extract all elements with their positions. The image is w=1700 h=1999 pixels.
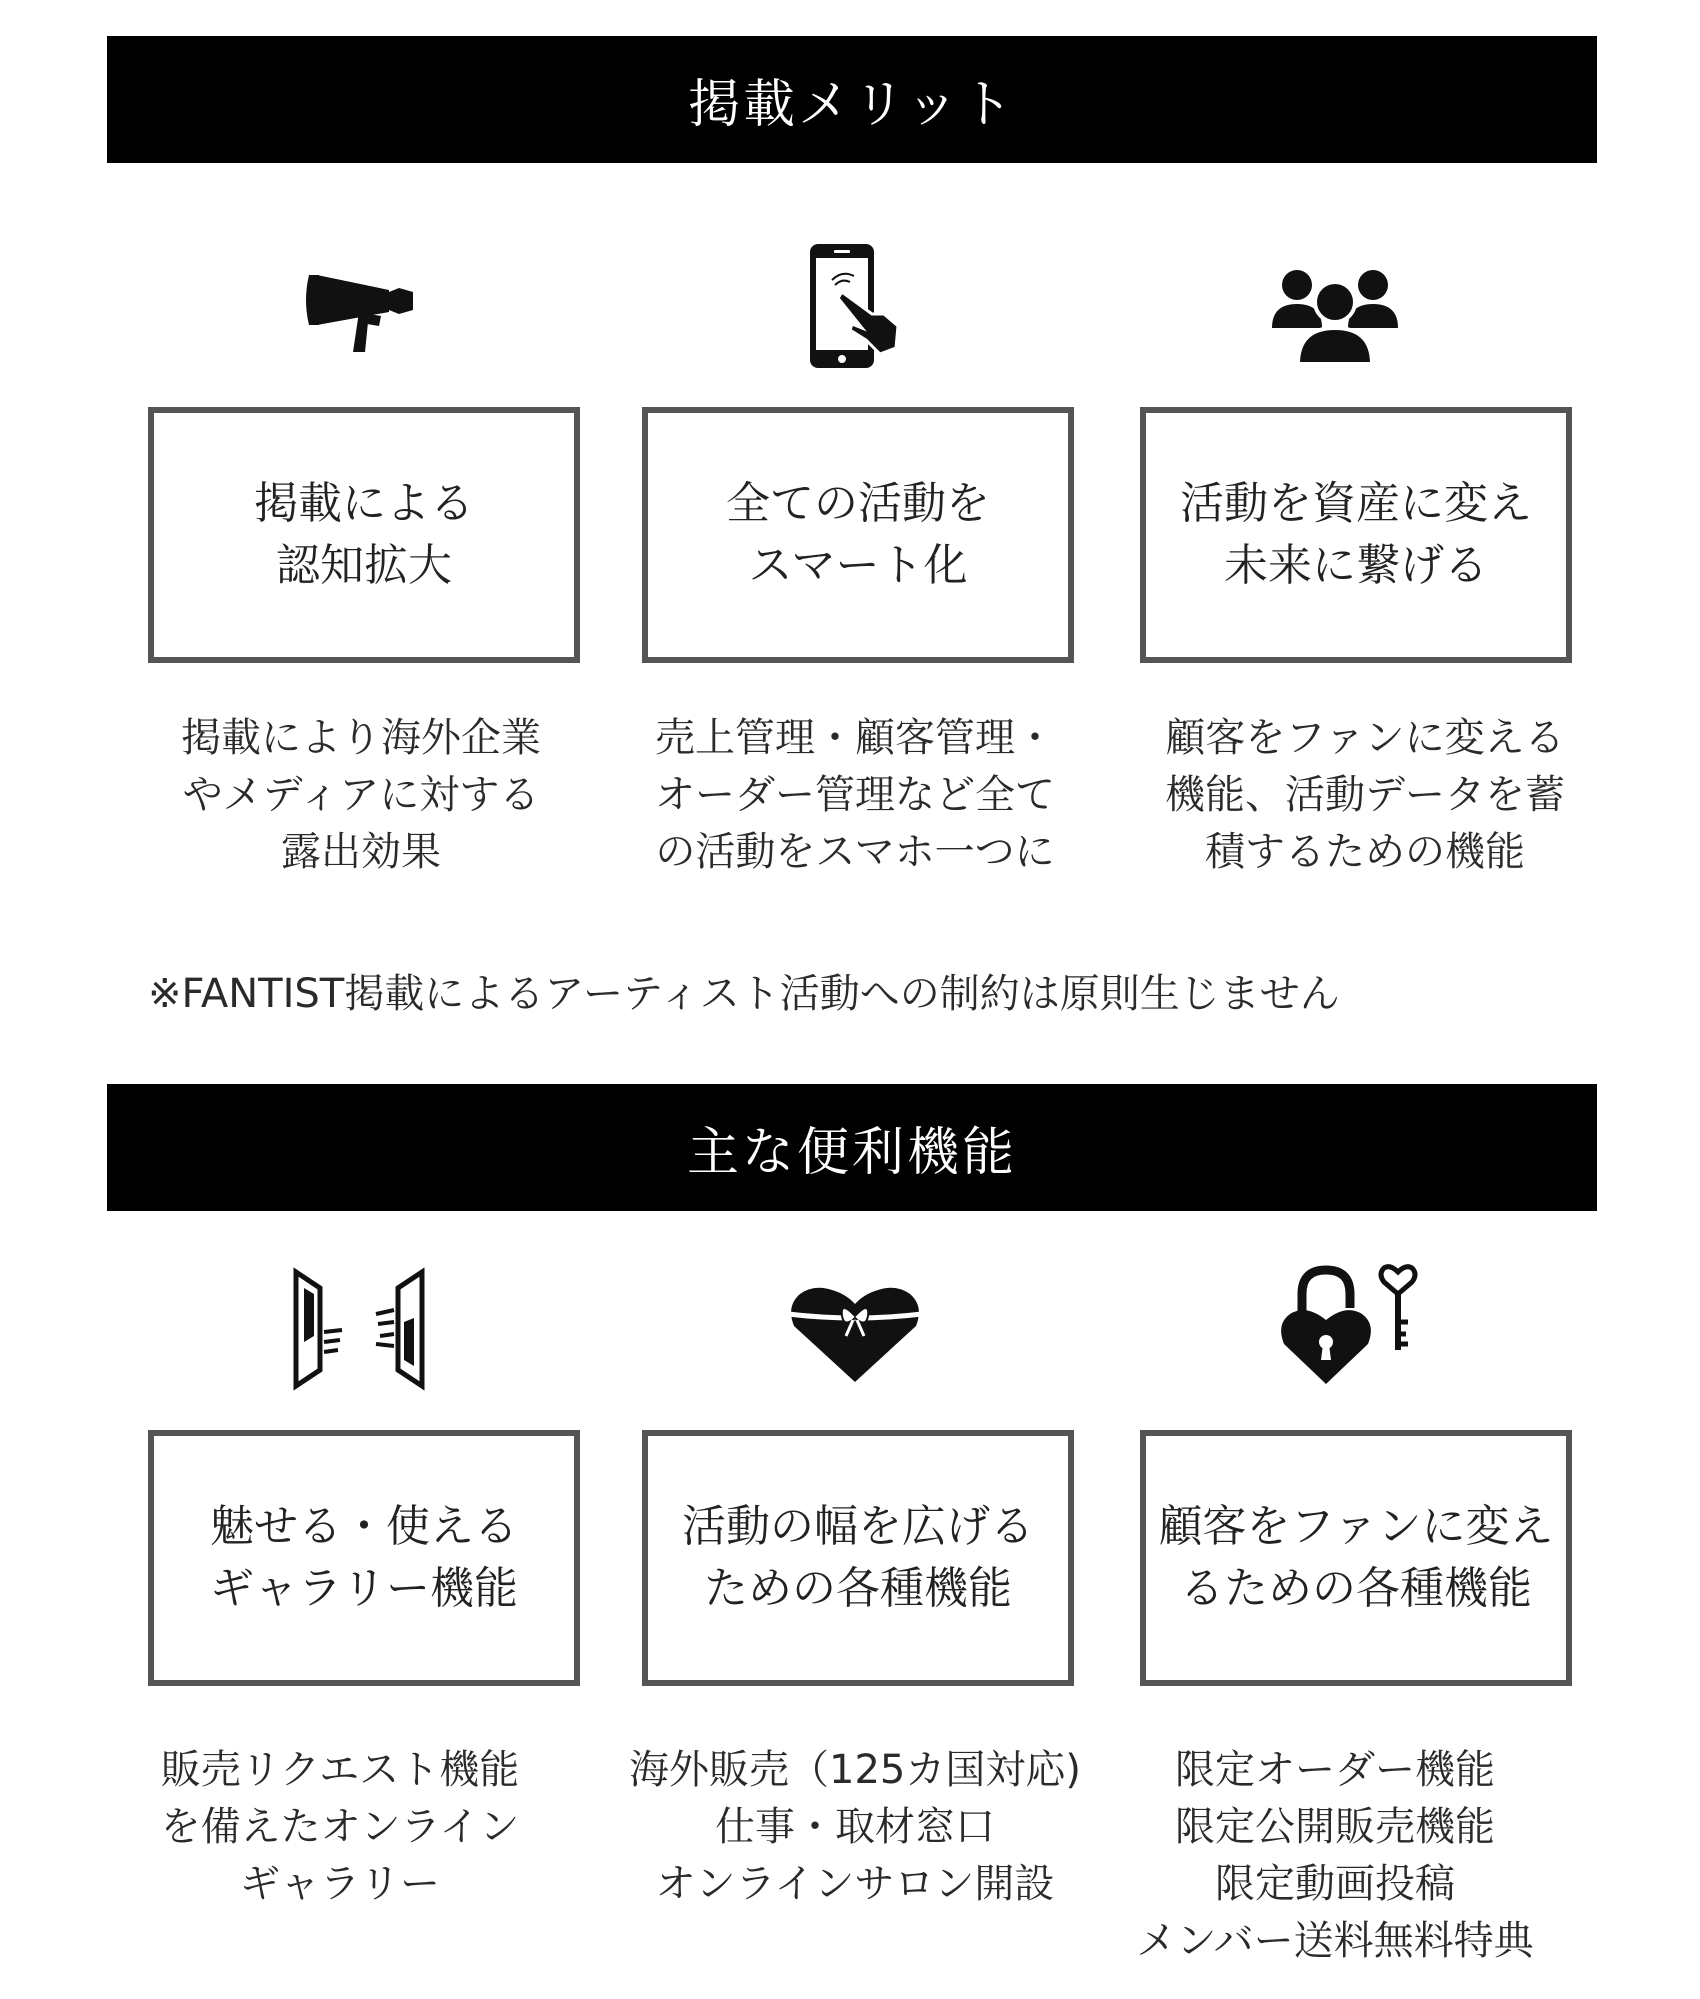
description-line: 顧客をファンに変える xyxy=(1165,715,1565,761)
feature-description xyxy=(1085,1742,1585,1970)
megaphone-icon xyxy=(289,230,439,380)
merit-card-smart xyxy=(642,407,1074,663)
features-heading-banner xyxy=(107,1084,1597,1211)
description-line: 仕事・取材窓口 xyxy=(715,1804,995,1850)
description-line: ギャラリー xyxy=(240,1861,440,1907)
merit-card-title-line: スマート化 xyxy=(748,540,968,591)
merit-card-awareness xyxy=(148,407,580,663)
merit-card-title-line: 掲載による xyxy=(254,478,474,529)
merit-card-title-line: 全ての活動を xyxy=(726,478,990,529)
feature-description xyxy=(90,1742,590,1913)
description-line: 売上管理・顧客管理・ xyxy=(655,715,1055,761)
feature-card-title-line: ギャラリー機能 xyxy=(210,1563,518,1614)
heart-lock-key-icon xyxy=(1274,1252,1424,1402)
feature-card-title-line: 魅せる・使える xyxy=(210,1501,518,1552)
merit-card-title-line: 活動を資産に変え xyxy=(1180,478,1532,529)
gallery-frames-icon xyxy=(284,1252,434,1402)
feature-description xyxy=(605,1742,1105,1913)
restriction-note: ※FANTIST掲載によるアーティスト活動への制約は原則生じません xyxy=(148,971,1340,1017)
smartphone-tap-icon xyxy=(780,230,930,380)
description-line: 積するための機能 xyxy=(1205,829,1525,875)
description-line: 販売リクエスト機能 xyxy=(160,1747,520,1793)
feature-card-fans xyxy=(1140,1430,1572,1686)
group-users-icon xyxy=(1260,240,1410,390)
description-line: 限定オーダー機能 xyxy=(1175,1747,1495,1793)
features-heading: 主な便利機能 xyxy=(686,1123,1017,1183)
description-line: 海外販売（125カ国対応) xyxy=(629,1747,1081,1793)
description-line: メンバー送料無料特典 xyxy=(1136,1918,1534,1964)
merit-card-assets xyxy=(1140,407,1572,663)
feature-card-activities xyxy=(642,1430,1074,1686)
description-line: 露出効果 xyxy=(281,829,441,875)
merit-description xyxy=(605,710,1105,881)
merits-heading: 掲載メリット xyxy=(688,75,1016,135)
gift-heart-icon xyxy=(780,1256,930,1406)
description-line: を備えたオンライン xyxy=(160,1804,520,1850)
description-line: オンラインサロン開設 xyxy=(655,1861,1055,1907)
description-line: 限定公開販売機能 xyxy=(1175,1804,1495,1850)
merit-card-title-line: 未来に繋げる xyxy=(1224,540,1488,591)
merits-heading-banner xyxy=(107,36,1597,163)
description-line: の活動をスマホ一つに xyxy=(655,829,1055,875)
description-line: やメディアに対する xyxy=(182,772,540,818)
feature-card-title-line: 顧客をファンに変え xyxy=(1158,1501,1554,1552)
merit-card-title-line: 認知拡大 xyxy=(276,540,452,591)
feature-card-title-line: るための各種機能 xyxy=(1180,1563,1532,1614)
feature-card-title-line: ための各種機能 xyxy=(704,1563,1012,1614)
merit-description xyxy=(111,710,611,881)
feature-card-title-line: 活動の幅を広げる xyxy=(682,1501,1034,1552)
description-line: 限定動画投稿 xyxy=(1215,1861,1455,1907)
merit-description xyxy=(1115,710,1615,881)
feature-card-gallery xyxy=(148,1430,580,1686)
description-line: 掲載により海外企業 xyxy=(181,715,541,761)
description-line: オーダー管理など全て xyxy=(655,772,1055,818)
description-line: 機能、活動データを蓄 xyxy=(1165,772,1565,818)
